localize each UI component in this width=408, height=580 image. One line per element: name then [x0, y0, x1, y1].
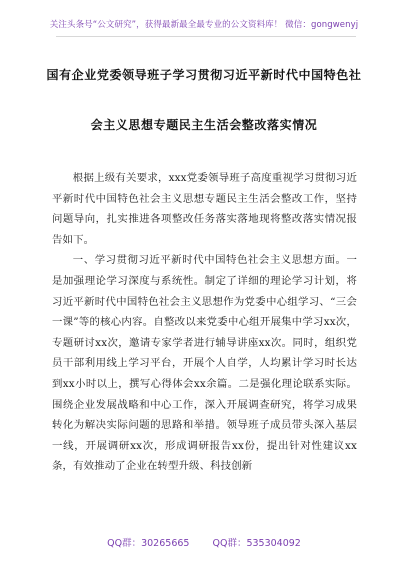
document-title-line-2: 会主义思想专题民主生活会整改落实情况: [90, 118, 318, 132]
promo-footer: [0, 535, 408, 549]
document-title-line-1: 国有企业党委领导班子学习贯彻习近平新时代中国特色社: [46, 68, 362, 82]
header-divider: [56, 36, 356, 37]
footer-qq-group-1: QQ群：30265665: [107, 538, 190, 549]
body-paragraph-section-1: 一、学习贯彻习近平新时代中国特色社会主义思想方面。一是加强理论学习深度与系统性。制定了详细的理论学习计划，将习近平新时代中国特色社会主义思想作为党委中心组学习、“三会一课”等的核心内容。自整改以来党委中心组开展集中学习xx次，专题研讨xx次，邀请专家学者进行辅导讲座xx次。同时，组织党员干部利用线上学习平台，开展个人自学，人均累计学习时长达到xx小时以上，撰写心得体会xx余篇。二是强化理论联系实际。围绕企业发展战略和中心工作，深入开展调查研究，将学习成果转化为解决实际问题的思路和举措。领导班子成员带头深入基层一线，开展调研xx次，形成调研报告xx份，提出针对性建议xx条，有效推动了企业在转型升级、科技创新: [52, 254, 357, 473]
body-paragraph-intro: 根据上级有关要求，xxx党委领导班子高度重视学习贯彻习近平新时代中国特色社会主义思想专题民主生活会整改工作，坚持问题导向，扎实推进各项整改任务落实落地现将整改落实情况报告如下。: [52, 172, 357, 246]
document-body: [52, 168, 357, 477]
promo-header-banner: 关注头条号“公文研究”，获得最新最全最专业的公文资料库！ 微信：gongwenyj: [49, 20, 359, 30]
footer-qq-group-2: QQ群：535304092: [212, 538, 301, 549]
